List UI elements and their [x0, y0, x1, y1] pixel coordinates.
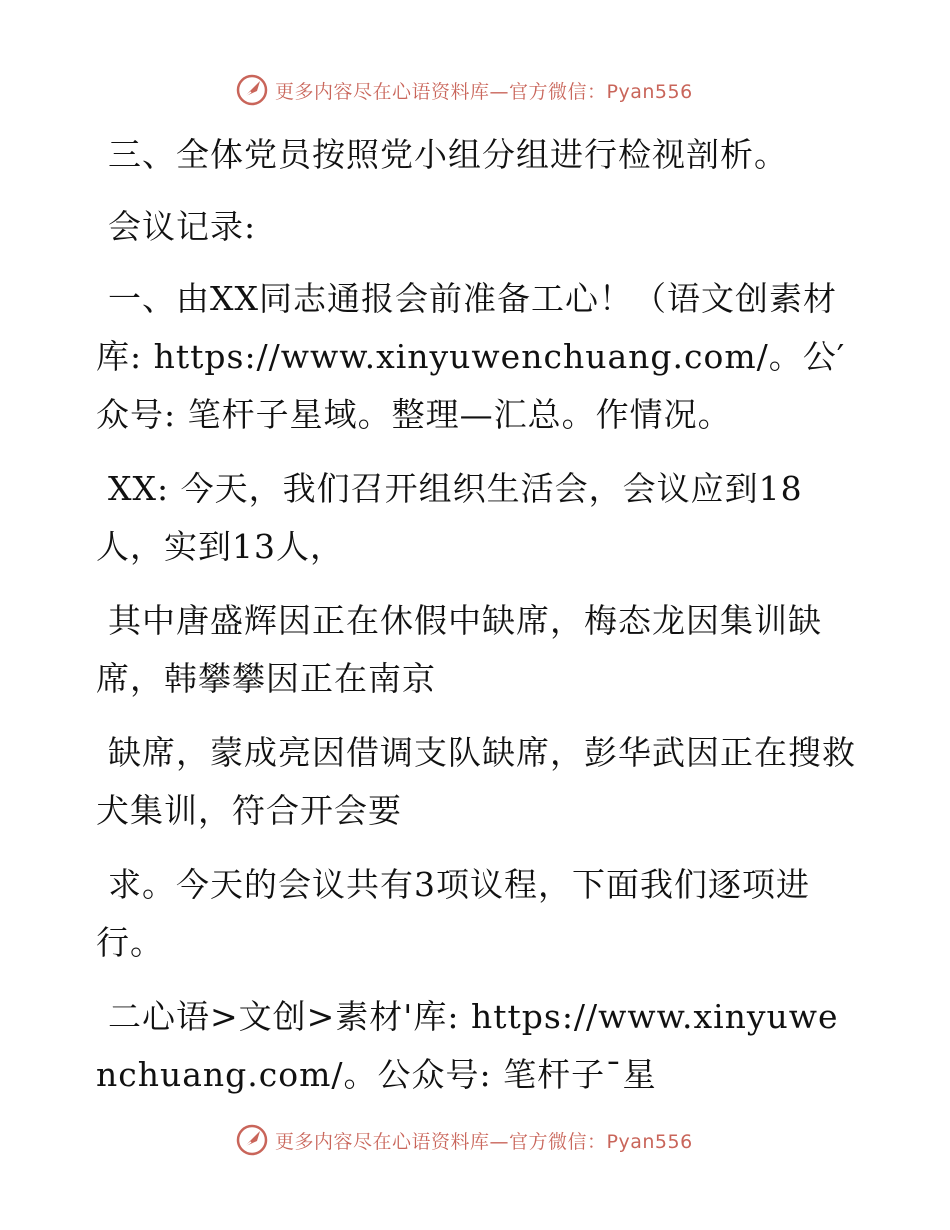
paragraph-attendance: XX: 今天，我们召开组织生活会，会议应到18人，实到13人，	[96, 469, 803, 566]
paragraph-item-2: 二心语>文创>素材'库: https://www.xinyuwenchuang.com/。公众号: 笔杆子¯星	[96, 997, 839, 1094]
paragraph-agenda-count: 求。今天的会议共有3项议程，下面我们逐项进行。	[96, 865, 810, 962]
paragraph-absences-2: 缺席，蒙成亮因借调支队缺席，彭华武因正在搜救犬集训，符合开会要	[96, 733, 856, 830]
paragraph-item-1: 一、由XX同志通报会前准备工心！（语文创素材库: https://www.xinyuwenchuang.com/。公′众号: 笔杆子星域。整理—汇总。作情况。	[96, 279, 846, 434]
watermark-text: 更多内容尽在心语资料库—官方微信：Pyan556	[275, 80, 693, 103]
paragraph-absences-1: 其中唐盛辉因正在休假中缺席，梅态龙因集训缺席，韩攀攀因正在南京	[96, 601, 822, 698]
watermark-text: 更多内容尽在心语资料库—官方微信：Pyan556	[275, 1130, 693, 1153]
paragraph-minutes-heading: 会议记录:	[108, 207, 257, 246]
quill-logo-icon	[235, 73, 269, 107]
document-body	[96, 126, 856, 1120]
paragraph-agenda-item-3: 三、全体党员按照党小组分组进行检视剖析。	[108, 135, 788, 174]
watermark-footer	[235, 1122, 693, 1158]
quill-logo-icon	[235, 1123, 269, 1157]
watermark-header	[235, 72, 693, 108]
